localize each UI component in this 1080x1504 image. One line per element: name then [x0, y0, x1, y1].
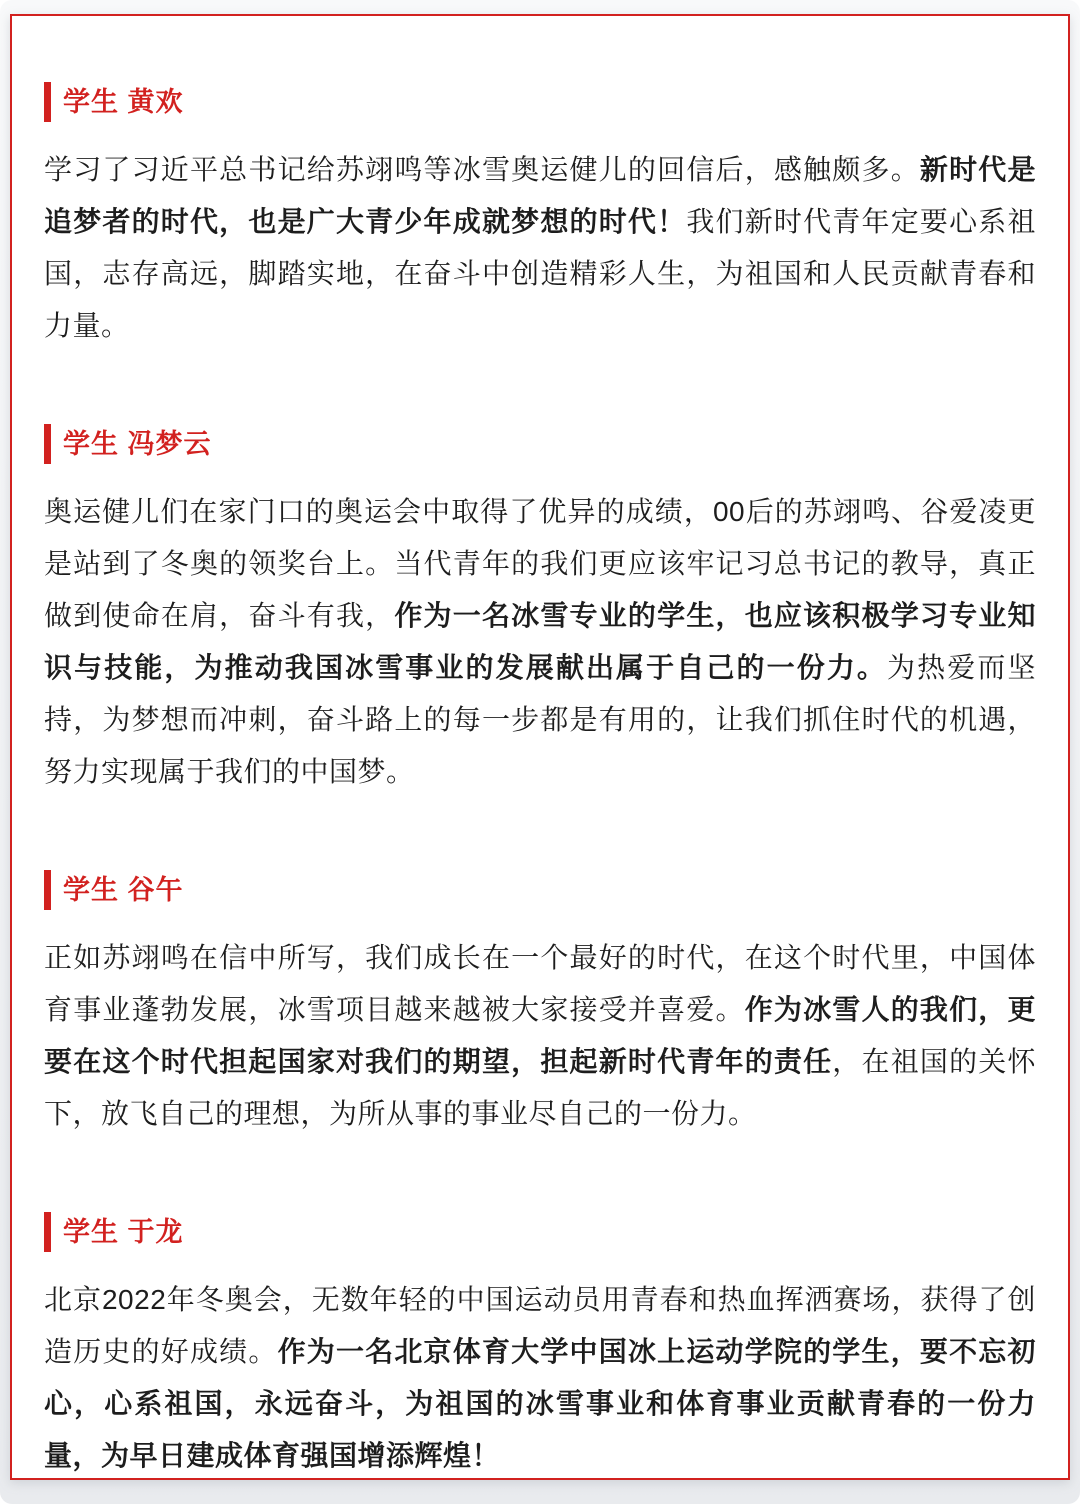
text-run: 奥运健儿们在家门口的奥运会中取得了优异的成绩，00后的苏翊鸣、谷爱凌更是站到了冬奥的领奖台上。当代青年的我们更应该牢记习总书记的教导，真正做到使命在肩，奋斗有我，: [44, 496, 1036, 631]
text-run: 学习了习近平总书记给苏翊鸣等冰雪奥运健儿的回信后，感触颇多。: [44, 154, 920, 185]
bold-text-run: 作为冰雪人的我们，更要在这个时代担起国家对我们的期望，担起新时代青年的责任: [44, 994, 1036, 1077]
text-run: 为热爱而坚持，为梦想而冲刺，奋斗路上的每一步都是有用的，让我们抓住时代的机遇，努力实现属于我们的中国梦。: [44, 652, 1036, 787]
student-name: 学生 谷午: [63, 875, 184, 905]
student-section-yulong: [44, 1212, 1036, 1482]
heading-accent-bar-icon: [44, 82, 51, 122]
text-run: 正如苏翊鸣在信中所写，我们成长在一个最好的时代，在这个时代里，中国体育事业蓬勃发展，冰雪项目越来越被大家接受并喜爱。: [44, 942, 1036, 1025]
bold-text-run: 新时代是追梦者的时代，也是广大青少年成就梦想的时代！: [44, 154, 1036, 237]
text-run: 北京2022年冬奥会，无数年轻的中国运动员用青春和热血挥洒赛场，获得了创造历史的好成绩。: [44, 1284, 1036, 1367]
text-run: ，在祖国的关怀下，放飞自己的理想，为所从事的事业尽自己的一份力。: [44, 1046, 1036, 1129]
student-quote: [44, 1274, 1036, 1482]
section-heading: [44, 82, 1036, 122]
student-quote: [44, 144, 1036, 352]
student-section-fengmengyun: [44, 424, 1036, 798]
text-run: 我们新时代青年定要心系祖国，志存高远，脚踏实地，在奋斗中创造精彩人生，为祖国和人民贡献青春和力量。: [44, 206, 1036, 341]
student-quote: [44, 932, 1036, 1140]
bold-text-run: 作为一名北京体育大学中国冰上运动学院的学生，要不忘初心，心系祖国，永远奋斗，为祖国的冰雪事业和体育事业贡献青春的一份力量，为早日建成体育强国增添辉煌！: [44, 1336, 1036, 1471]
heading-accent-bar-icon: [44, 1212, 51, 1252]
section-heading: [44, 1212, 1036, 1252]
section-heading: [44, 870, 1036, 910]
student-quote: [44, 486, 1036, 798]
student-name: 学生 黄欢: [63, 87, 184, 117]
student-name: 学生 冯梦云: [63, 429, 212, 459]
student-name: 学生 于龙: [63, 1217, 184, 1247]
section-heading: [44, 424, 1036, 464]
student-section-huanghuan: [44, 82, 1036, 352]
bold-text-run: 作为一名冰雪专业的学生，也应该积极学习专业知识与技能，为推动我国冰雪事业的发展献出属于自己的一份力。: [44, 600, 1036, 683]
heading-accent-bar-icon: [44, 424, 51, 464]
student-section-guwu: [44, 870, 1036, 1140]
heading-accent-bar-icon: [44, 870, 51, 910]
article-card: [10, 14, 1070, 1480]
